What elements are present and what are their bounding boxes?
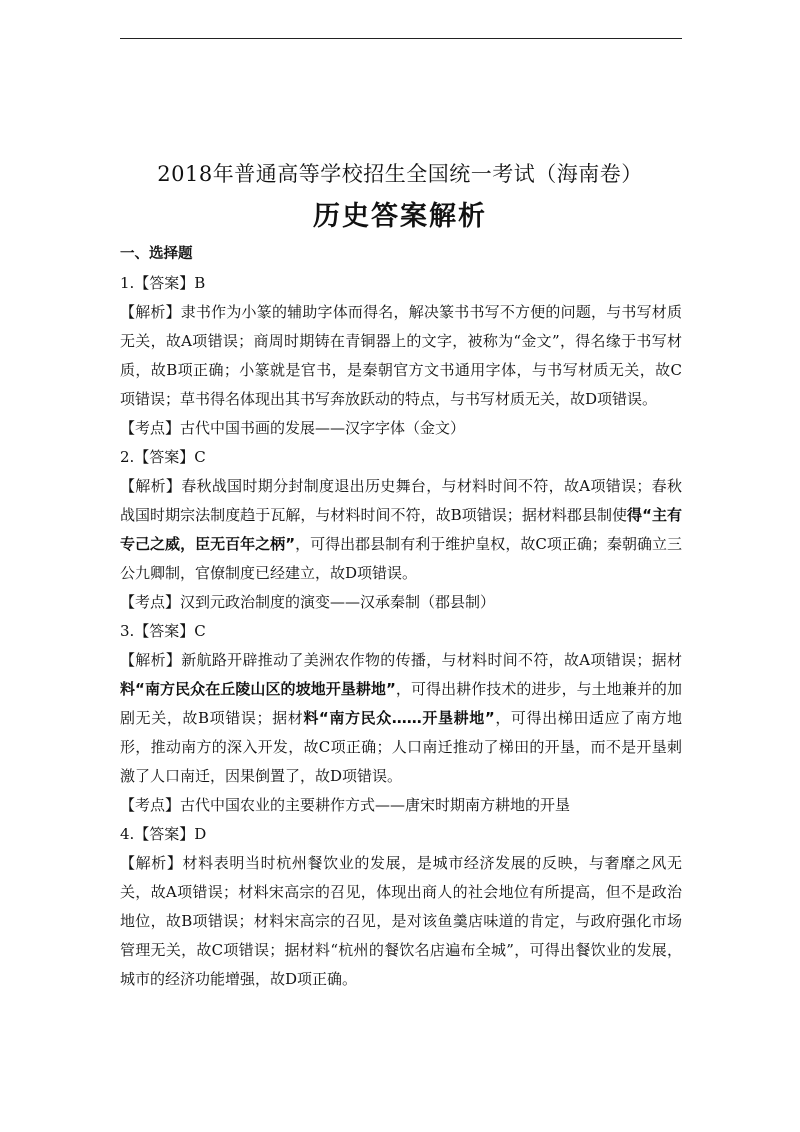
analysis-2-quote: 得“主有专己之威，臣无百年之柄” — [120, 506, 682, 553]
analysis-1-text: 【解析】隶书作为小篆的辅助字体而得名，解决篆书书写不方便的问题，与书写材质无关，故A项错误；商周时期铸在青铜器上的文字，被称为“金文”，得名缘于书写材质，故B项正确；小篆就是官书，是秦朝官方文书通用字体，与书写材质无关，故C项错误；草书得名体现出其书写奔放跃动的特点，与书写材质无关，故D项错误。 — [120, 303, 682, 408]
exam-point-3: 【考点】古代中国农业的主要耕作方式——唐宋时期南方耕地的开垦 — [120, 796, 571, 814]
analysis-2-text-b: ，可得出郡县制有利于维护皇权，故C项正确；秦朝确立三公九卿制，官僚制度已经建立，故D项错误。 — [120, 535, 682, 582]
section-heading: 一、选择题 — [120, 246, 193, 262]
analysis-3-text-c: ，可得出梯田适应了南方地形，推动南方的深入开发，故C项正确；人口南迁推动了梯田的开垦，而不是开垦刺激了人口南迁，因果倒置了，故D项错误。 — [120, 709, 683, 785]
exam-point-2: 【考点】汉到元政治制度的演变——汉承秦制（郡县制） — [120, 593, 496, 611]
document-subtitle: 历史答案解析 — [313, 201, 487, 232]
analysis-3 — [120, 646, 682, 791]
analysis-4 — [120, 849, 682, 994]
analysis-2 — [120, 472, 682, 588]
analysis-3-quote-a: 料“南方民众在丘陵山区的坡地开垦耕地” — [120, 680, 396, 698]
analysis-3-text-a: 【解析】新航路开辟推动了美洲农作物的传播，与材料时间不符，故A项错误；据材 — [120, 651, 682, 669]
analysis-2-text-a: 【解析】春秋战国时期分封制度退出历史舞台，与材料时间不符，故A项错误；春秋战国时期宗法制度趋于瓦解，与材料时间不符，故B项错误；据材料郡县制使 — [120, 477, 682, 524]
answer-line-1: 1.【答案】B — [120, 274, 206, 292]
analysis-1 — [120, 298, 682, 414]
document-title: 2018年普通高等学校招生全国统一考试（海南卷） — [157, 162, 643, 186]
answer-line-2: 2.【答案】C — [120, 448, 206, 466]
analysis-3-text-b: ，可得出耕作技术的进步，与土地兼并的加剧无关，故B项错误；据材 — [120, 680, 682, 727]
analysis-3-quote-b: 料“南方民众……开垦耕地” — [303, 709, 495, 727]
header-rule — [120, 38, 682, 39]
answer-line-3: 3.【答案】C — [120, 622, 206, 640]
analysis-4-text: 【解析】材料表明当时杭州餐饮业的发展，是城市经济发展的反映，与奢靡之风无关，故A项错误；材料宋高宗的召见，体现出商人的社会地位有所提高，但不是政治地位，故B项错误；材料宋高宗的召见，是对该鱼羹店味道的肯定，与政府强化市场管理无关，故C项错误；据材料“杭州的餐饮名店遍布全城”，可得出餐饮业的发展，城市的经济功能增强，故D项正确。 — [120, 854, 682, 988]
exam-point-1: 【考点】古代中国书画的发展——汉字字体（金文） — [120, 419, 466, 437]
answer-line-4: 4.【答案】D — [120, 825, 207, 843]
document-body — [120, 240, 682, 994]
